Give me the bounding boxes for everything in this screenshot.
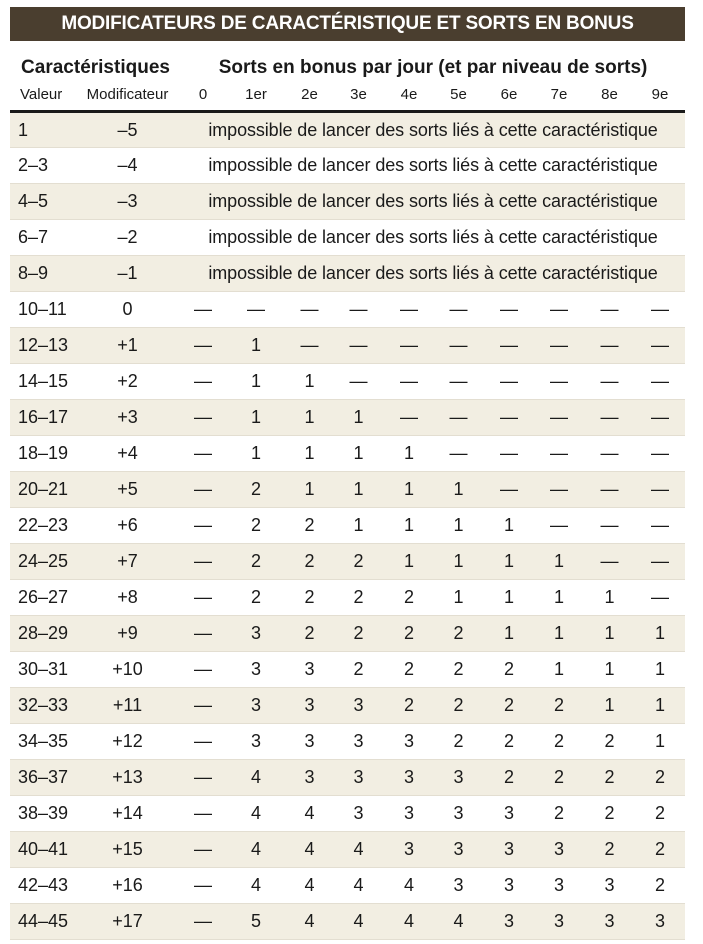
table-row bbox=[10, 724, 685, 760]
cell-modificateur: +15 bbox=[74, 832, 181, 868]
cell-bonus-spells: 4 bbox=[433, 904, 484, 940]
cell-bonus-spells: 1 bbox=[534, 652, 584, 688]
cell-bonus-spells: — bbox=[181, 868, 225, 904]
table-row bbox=[10, 436, 685, 472]
cell-bonus-spells: — bbox=[332, 364, 385, 400]
cell-bonus-spells: 2 bbox=[225, 508, 287, 544]
cell-bonus-spells: — bbox=[181, 796, 225, 832]
cell-modificateur: –3 bbox=[74, 184, 181, 220]
cell-bonus-spells: — bbox=[584, 364, 635, 400]
cell-bonus-spells: — bbox=[534, 436, 584, 472]
cell-bonus-spells: — bbox=[225, 292, 287, 328]
header-bonus-spells: Sorts en bonus par jour (et par niveau de sorts) bbox=[218, 57, 648, 78]
cell-modificateur: 0 bbox=[74, 292, 181, 328]
cell-bonus-spells: — bbox=[433, 292, 484, 328]
cell-bonus-spells: 1 bbox=[287, 364, 332, 400]
table-row bbox=[10, 832, 685, 868]
cell-bonus-spells: 2 bbox=[385, 616, 433, 652]
cell-bonus-spells: 1 bbox=[534, 580, 584, 616]
cell-modificateur: –5 bbox=[74, 112, 181, 148]
cell-bonus-spells: 2 bbox=[534, 724, 584, 760]
cell-bonus-spells: 3 bbox=[534, 904, 584, 940]
cell-bonus-spells: 3 bbox=[484, 796, 534, 832]
table-row bbox=[10, 184, 685, 220]
cell-valeur: 36–37 bbox=[10, 760, 74, 796]
cell-bonus-spells: 2 bbox=[584, 760, 635, 796]
cell-valeur: 10–11 bbox=[10, 292, 74, 328]
cell-bonus-spells: 2 bbox=[385, 688, 433, 724]
bonus-spells-table bbox=[10, 45, 685, 940]
cell-bonus-spells: — bbox=[181, 472, 225, 508]
cell-bonus-spells: 1 bbox=[534, 544, 584, 580]
cell-bonus-spells: 1 bbox=[385, 544, 433, 580]
cell-modificateur: +10 bbox=[74, 652, 181, 688]
cell-bonus-spells: 3 bbox=[433, 868, 484, 904]
cell-bonus-spells: 3 bbox=[385, 796, 433, 832]
col-header-spell-level: 4e bbox=[385, 81, 433, 112]
cell-bonus-spells: 1 bbox=[534, 616, 584, 652]
cell-bonus-spells: — bbox=[181, 400, 225, 436]
cell-bonus-spells: 1 bbox=[287, 400, 332, 436]
cell-bonus-spells: 1 bbox=[484, 544, 534, 580]
col-header-spell-level: 3e bbox=[332, 81, 385, 112]
cell-bonus-spells: 1 bbox=[332, 472, 385, 508]
cell-modificateur: +2 bbox=[74, 364, 181, 400]
cell-bonus-spells: 2 bbox=[287, 580, 332, 616]
cell-valeur: 2–3 bbox=[10, 148, 74, 184]
cell-valeur: 1 bbox=[10, 112, 74, 148]
cell-modificateur: +17 bbox=[74, 904, 181, 940]
cell-bonus-spells: 1 bbox=[433, 544, 484, 580]
cell-bonus-spells: 1 bbox=[385, 472, 433, 508]
cell-bonus-spells: — bbox=[534, 508, 584, 544]
cell-bonus-spells: — bbox=[635, 400, 685, 436]
cell-bonus-spells: 3 bbox=[584, 904, 635, 940]
cell-bonus-spells: — bbox=[635, 292, 685, 328]
cell-bonus-spells: 3 bbox=[534, 832, 584, 868]
cell-bonus-spells: 2 bbox=[385, 652, 433, 688]
cell-bonus-spells: 1 bbox=[635, 724, 685, 760]
cell-bonus-spells: 3 bbox=[225, 652, 287, 688]
cell-bonus-spells: 3 bbox=[635, 904, 685, 940]
cell-bonus-spells: 1 bbox=[385, 508, 433, 544]
table-row bbox=[10, 112, 685, 148]
cell-modificateur: +11 bbox=[74, 688, 181, 724]
cell-bonus-spells: 3 bbox=[584, 868, 635, 904]
cell-valeur: 28–29 bbox=[10, 616, 74, 652]
cell-bonus-spells: 2 bbox=[584, 724, 635, 760]
table-row bbox=[10, 400, 685, 436]
cell-valeur: 14–15 bbox=[10, 364, 74, 400]
table-row bbox=[10, 652, 685, 688]
cell-bonus-spells: — bbox=[385, 400, 433, 436]
cell-valeur: 16–17 bbox=[10, 400, 74, 436]
column-header-row bbox=[10, 81, 685, 112]
cell-bonus-spells: 2 bbox=[635, 760, 685, 796]
cell-bonus-spells: — bbox=[484, 292, 534, 328]
col-header-spell-level: 1er bbox=[225, 81, 287, 112]
cell-bonus-spells: — bbox=[181, 328, 225, 364]
cell-bonus-spells: 3 bbox=[534, 868, 584, 904]
cell-bonus-spells: 2 bbox=[287, 544, 332, 580]
cell-bonus-spells: 4 bbox=[287, 868, 332, 904]
cell-impossible: impossible de lancer des sorts liés à cette caractéristique bbox=[181, 256, 685, 292]
cell-impossible: impossible de lancer des sorts liés à cette caractéristique bbox=[181, 184, 685, 220]
cell-bonus-spells: 4 bbox=[225, 760, 287, 796]
cell-bonus-spells: — bbox=[635, 472, 685, 508]
cell-valeur: 44–45 bbox=[10, 904, 74, 940]
cell-bonus-spells: 2 bbox=[584, 796, 635, 832]
cell-bonus-spells: 2 bbox=[635, 832, 685, 868]
cell-bonus-spells: 3 bbox=[225, 688, 287, 724]
cell-bonus-spells: — bbox=[385, 328, 433, 364]
cell-bonus-spells: — bbox=[584, 508, 635, 544]
cell-bonus-spells: 3 bbox=[332, 688, 385, 724]
cell-bonus-spells: 1 bbox=[225, 328, 287, 364]
cell-bonus-spells: 4 bbox=[332, 868, 385, 904]
cell-bonus-spells: 1 bbox=[332, 508, 385, 544]
cell-bonus-spells: 2 bbox=[635, 796, 685, 832]
cell-bonus-spells: — bbox=[484, 328, 534, 364]
cell-bonus-spells: — bbox=[484, 472, 534, 508]
cell-bonus-spells: 2 bbox=[332, 580, 385, 616]
cell-bonus-spells: 2 bbox=[332, 652, 385, 688]
cell-bonus-spells: 1 bbox=[225, 400, 287, 436]
cell-impossible: impossible de lancer des sorts liés à cette caractéristique bbox=[181, 148, 685, 184]
cell-bonus-spells: 2 bbox=[433, 652, 484, 688]
cell-bonus-spells: 4 bbox=[385, 904, 433, 940]
cell-bonus-spells: 4 bbox=[287, 904, 332, 940]
cell-bonus-spells: 4 bbox=[225, 868, 287, 904]
cell-bonus-spells: 3 bbox=[332, 760, 385, 796]
table-title: MODIFICATEURS DE CARACTÉRISTIQUE ET SORTS EN BONUS bbox=[10, 7, 685, 41]
cell-bonus-spells: 2 bbox=[484, 760, 534, 796]
cell-bonus-spells: — bbox=[181, 616, 225, 652]
cell-valeur: 4–5 bbox=[10, 184, 74, 220]
cell-bonus-spells: 2 bbox=[287, 508, 332, 544]
cell-bonus-spells: — bbox=[484, 364, 534, 400]
cell-bonus-spells: — bbox=[181, 292, 225, 328]
cell-bonus-spells: 1 bbox=[484, 580, 534, 616]
table-row bbox=[10, 148, 685, 184]
cell-bonus-spells: — bbox=[181, 904, 225, 940]
cell-valeur: 20–21 bbox=[10, 472, 74, 508]
cell-bonus-spells: 3 bbox=[385, 760, 433, 796]
cell-bonus-spells: 2 bbox=[534, 796, 584, 832]
cell-bonus-spells: 5 bbox=[225, 904, 287, 940]
table-row bbox=[10, 256, 685, 292]
cell-modificateur: +6 bbox=[74, 508, 181, 544]
cell-bonus-spells: — bbox=[181, 724, 225, 760]
cell-bonus-spells: 3 bbox=[287, 724, 332, 760]
cell-bonus-spells: 2 bbox=[433, 688, 484, 724]
cell-bonus-spells: — bbox=[584, 328, 635, 364]
cell-modificateur: +1 bbox=[74, 328, 181, 364]
cell-bonus-spells: 1 bbox=[584, 652, 635, 688]
cell-bonus-spells: 2 bbox=[225, 472, 287, 508]
cell-valeur: 30–31 bbox=[10, 652, 74, 688]
col-header-spell-level: 9e bbox=[635, 81, 685, 112]
cell-bonus-spells: 1 bbox=[225, 436, 287, 472]
cell-bonus-spells: 2 bbox=[635, 868, 685, 904]
cell-bonus-spells: — bbox=[181, 544, 225, 580]
cell-bonus-spells: 3 bbox=[287, 688, 332, 724]
cell-bonus-spells: — bbox=[635, 436, 685, 472]
cell-modificateur: +9 bbox=[74, 616, 181, 652]
cell-bonus-spells: — bbox=[635, 508, 685, 544]
cell-bonus-spells: 1 bbox=[287, 472, 332, 508]
cell-bonus-spells: 4 bbox=[332, 832, 385, 868]
cell-impossible: impossible de lancer des sorts liés à cette caractéristique bbox=[181, 220, 685, 256]
cell-bonus-spells: 1 bbox=[584, 580, 635, 616]
cell-bonus-spells: — bbox=[181, 832, 225, 868]
cell-bonus-spells: 4 bbox=[385, 868, 433, 904]
cell-modificateur: –1 bbox=[74, 256, 181, 292]
cell-bonus-spells: 3 bbox=[385, 832, 433, 868]
cell-bonus-spells: — bbox=[433, 364, 484, 400]
cell-bonus-spells: 1 bbox=[635, 688, 685, 724]
table-row bbox=[10, 616, 685, 652]
cell-bonus-spells: 3 bbox=[433, 796, 484, 832]
cell-bonus-spells: — bbox=[332, 292, 385, 328]
cell-bonus-spells: — bbox=[181, 508, 225, 544]
cell-bonus-spells: 1 bbox=[584, 616, 635, 652]
cell-valeur: 34–35 bbox=[10, 724, 74, 760]
table-body bbox=[10, 112, 685, 940]
cell-modificateur: –4 bbox=[74, 148, 181, 184]
table-row bbox=[10, 328, 685, 364]
cell-bonus-spells: — bbox=[635, 580, 685, 616]
cell-modificateur: +12 bbox=[74, 724, 181, 760]
cell-bonus-spells: — bbox=[385, 364, 433, 400]
cell-bonus-spells: — bbox=[584, 544, 635, 580]
cell-bonus-spells: — bbox=[484, 436, 534, 472]
cell-bonus-spells: — bbox=[584, 400, 635, 436]
table-row bbox=[10, 868, 685, 904]
cell-bonus-spells: 3 bbox=[484, 832, 534, 868]
cell-valeur: 40–41 bbox=[10, 832, 74, 868]
cell-bonus-spells: 1 bbox=[332, 436, 385, 472]
cell-modificateur: +14 bbox=[74, 796, 181, 832]
cell-bonus-spells: — bbox=[332, 328, 385, 364]
cell-modificateur: +5 bbox=[74, 472, 181, 508]
cell-valeur: 12–13 bbox=[10, 328, 74, 364]
col-header-spell-level: 2e bbox=[287, 81, 332, 112]
cell-valeur: 42–43 bbox=[10, 868, 74, 904]
cell-bonus-spells: — bbox=[287, 328, 332, 364]
cell-bonus-spells: 2 bbox=[433, 724, 484, 760]
cell-bonus-spells: 3 bbox=[484, 904, 534, 940]
cell-bonus-spells: 1 bbox=[584, 688, 635, 724]
cell-bonus-spells: 4 bbox=[287, 796, 332, 832]
col-header-valeur: Valeur bbox=[10, 81, 74, 112]
cell-bonus-spells: 2 bbox=[225, 544, 287, 580]
col-header-spell-level: 0 bbox=[181, 81, 225, 112]
cell-modificateur: +16 bbox=[74, 868, 181, 904]
cell-bonus-spells: 1 bbox=[287, 436, 332, 472]
cell-bonus-spells: 3 bbox=[225, 724, 287, 760]
cell-valeur: 18–19 bbox=[10, 436, 74, 472]
cell-bonus-spells: 2 bbox=[433, 616, 484, 652]
cell-bonus-spells: 3 bbox=[484, 868, 534, 904]
cell-valeur: 32–33 bbox=[10, 688, 74, 724]
cell-bonus-spells: 3 bbox=[433, 760, 484, 796]
cell-bonus-spells: — bbox=[584, 472, 635, 508]
cell-bonus-spells: 4 bbox=[225, 832, 287, 868]
cell-bonus-spells: 2 bbox=[534, 688, 584, 724]
cell-bonus-spells: 4 bbox=[332, 904, 385, 940]
table-row bbox=[10, 904, 685, 940]
cell-bonus-spells: 2 bbox=[332, 544, 385, 580]
cell-bonus-spells: 3 bbox=[287, 652, 332, 688]
cell-bonus-spells: — bbox=[181, 652, 225, 688]
table-row bbox=[10, 472, 685, 508]
cell-bonus-spells: — bbox=[181, 364, 225, 400]
cell-valeur: 6–7 bbox=[10, 220, 74, 256]
cell-modificateur: +3 bbox=[74, 400, 181, 436]
cell-bonus-spells: 3 bbox=[385, 724, 433, 760]
cell-bonus-spells: — bbox=[534, 364, 584, 400]
cell-bonus-spells: 1 bbox=[484, 508, 534, 544]
col-header-spell-level: 6e bbox=[484, 81, 534, 112]
cell-bonus-spells: 2 bbox=[385, 580, 433, 616]
cell-bonus-spells: 2 bbox=[584, 832, 635, 868]
cell-modificateur: –2 bbox=[74, 220, 181, 256]
table-row bbox=[10, 544, 685, 580]
table-row bbox=[10, 508, 685, 544]
cell-bonus-spells: — bbox=[635, 328, 685, 364]
cell-bonus-spells: 1 bbox=[433, 580, 484, 616]
cell-bonus-spells: 2 bbox=[332, 616, 385, 652]
cell-bonus-spells: — bbox=[433, 400, 484, 436]
table-row bbox=[10, 688, 685, 724]
cell-modificateur: +4 bbox=[74, 436, 181, 472]
col-header-spell-level: 8e bbox=[584, 81, 635, 112]
cell-bonus-spells: — bbox=[433, 328, 484, 364]
cell-bonus-spells: 1 bbox=[635, 616, 685, 652]
cell-bonus-spells: 3 bbox=[433, 832, 484, 868]
cell-bonus-spells: 1 bbox=[484, 616, 534, 652]
cell-bonus-spells: — bbox=[181, 688, 225, 724]
header-characteristics: Caractéristiques bbox=[21, 57, 170, 78]
col-header-modificateur: Modificateur bbox=[74, 81, 181, 112]
cell-bonus-spells: 2 bbox=[287, 616, 332, 652]
cell-impossible: impossible de lancer des sorts liés à cette caractéristique bbox=[181, 112, 685, 148]
cell-bonus-spells: 2 bbox=[484, 724, 534, 760]
table-row bbox=[10, 580, 685, 616]
cell-bonus-spells: — bbox=[385, 292, 433, 328]
cell-bonus-spells: — bbox=[287, 292, 332, 328]
col-header-spell-level: 5e bbox=[433, 81, 484, 112]
col-header-spell-level: 7e bbox=[534, 81, 584, 112]
cell-valeur: 8–9 bbox=[10, 256, 74, 292]
cell-modificateur: +7 bbox=[74, 544, 181, 580]
cell-bonus-spells: 1 bbox=[635, 652, 685, 688]
cell-bonus-spells: 3 bbox=[287, 760, 332, 796]
cell-bonus-spells: — bbox=[433, 436, 484, 472]
cell-modificateur: +13 bbox=[74, 760, 181, 796]
cell-bonus-spells: 2 bbox=[225, 580, 287, 616]
cell-bonus-spells: — bbox=[534, 292, 584, 328]
cell-bonus-spells: 2 bbox=[534, 760, 584, 796]
cell-bonus-spells: 4 bbox=[287, 832, 332, 868]
cell-valeur: 22–23 bbox=[10, 508, 74, 544]
cell-bonus-spells: 1 bbox=[433, 508, 484, 544]
cell-bonus-spells: 1 bbox=[225, 364, 287, 400]
cell-bonus-spells: — bbox=[484, 400, 534, 436]
cell-bonus-spells: — bbox=[635, 364, 685, 400]
cell-bonus-spells: — bbox=[534, 472, 584, 508]
cell-bonus-spells: — bbox=[181, 580, 225, 616]
table-row bbox=[10, 364, 685, 400]
cell-bonus-spells: 1 bbox=[332, 400, 385, 436]
table-row bbox=[10, 292, 685, 328]
table-row bbox=[10, 760, 685, 796]
cell-bonus-spells: — bbox=[181, 760, 225, 796]
table-row bbox=[10, 796, 685, 832]
cell-valeur: 26–27 bbox=[10, 580, 74, 616]
cell-valeur: 24–25 bbox=[10, 544, 74, 580]
cell-bonus-spells: 3 bbox=[332, 796, 385, 832]
cell-bonus-spells: — bbox=[584, 436, 635, 472]
cell-bonus-spells: — bbox=[534, 400, 584, 436]
cell-bonus-spells: 4 bbox=[225, 796, 287, 832]
cell-bonus-spells: — bbox=[584, 292, 635, 328]
cell-bonus-spells: — bbox=[635, 544, 685, 580]
cell-bonus-spells: — bbox=[534, 328, 584, 364]
cell-bonus-spells: 1 bbox=[385, 436, 433, 472]
cell-bonus-spells: 2 bbox=[484, 652, 534, 688]
cell-bonus-spells: 1 bbox=[433, 472, 484, 508]
table-row bbox=[10, 220, 685, 256]
cell-bonus-spells: 3 bbox=[225, 616, 287, 652]
cell-valeur: 38–39 bbox=[10, 796, 74, 832]
cell-modificateur: +8 bbox=[74, 580, 181, 616]
cell-bonus-spells: 3 bbox=[332, 724, 385, 760]
cell-bonus-spells: — bbox=[181, 436, 225, 472]
cell-bonus-spells: 2 bbox=[484, 688, 534, 724]
